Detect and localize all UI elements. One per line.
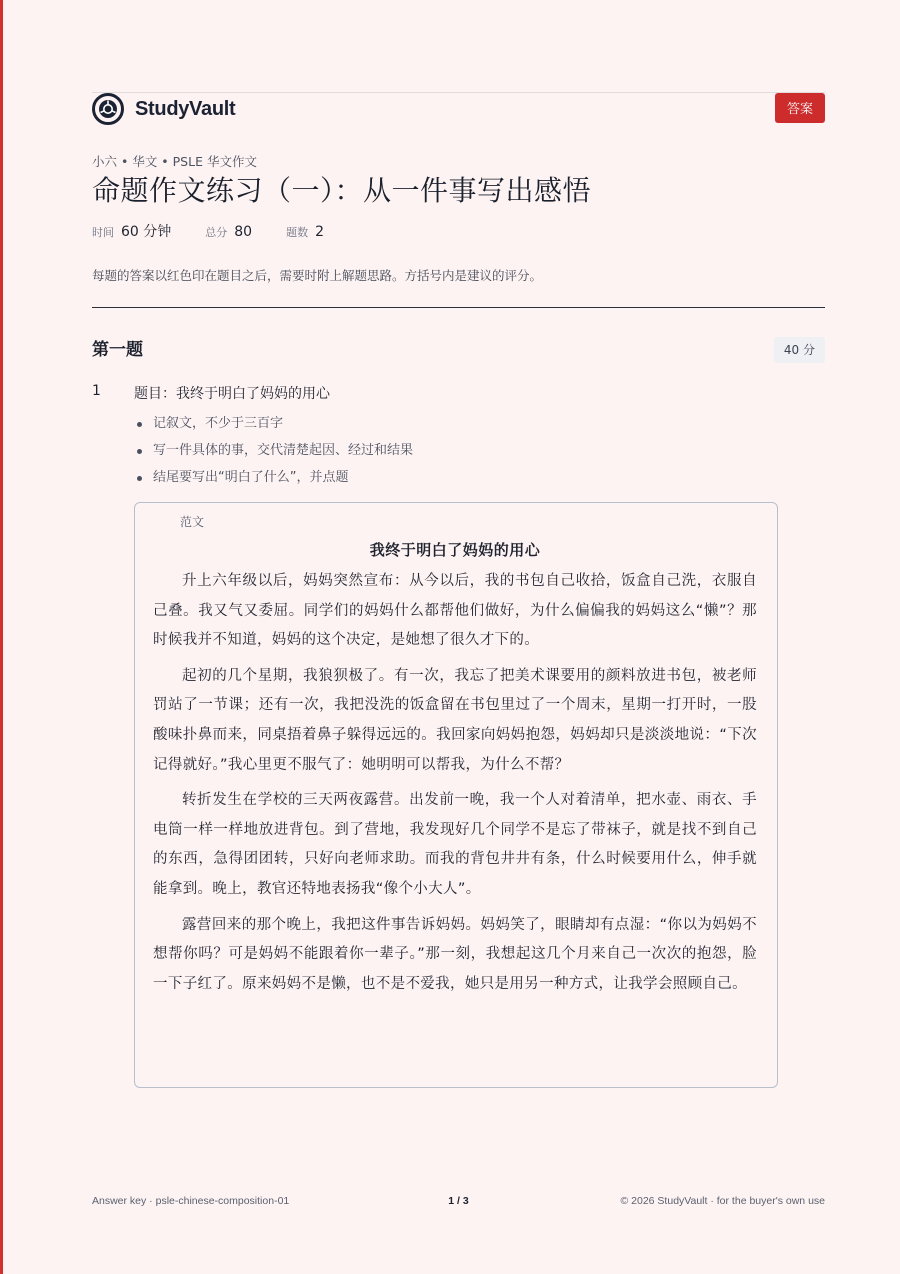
essay-title: 我终于明白了妈妈的用心 (369, 541, 541, 559)
footer-copyright: © 2026 StudyVault · for the buyer's own use (620, 1195, 825, 1207)
section-title: 第一题 (92, 340, 143, 360)
requirements-list (134, 414, 413, 495)
time-label: 时间 (92, 226, 114, 239)
answer-badge: 答案 (775, 93, 825, 123)
count-label: 题数 (286, 226, 309, 239)
footer-doc-id: Answer key · psle-chinese-composition-01 (92, 1195, 290, 1207)
exam-meta (92, 221, 358, 241)
page-number: 1 / 3 (448, 1195, 469, 1207)
question-number: 1 (92, 383, 101, 399)
brand (92, 93, 235, 125)
model-essay-box (134, 502, 778, 1088)
score-label: 总分 (205, 226, 228, 239)
list-item: 记叙文，不少于三百字 (134, 414, 413, 441)
left-accent-rule (0, 0, 3, 1274)
count-value: 2 (315, 224, 325, 240)
essay-paragraph: 转折发生在学校的三天两夜露营。出发前一晚，我一个人对着清单，把水壶、雨衣、手电筒一样一样地放进背包。到了营地，我发现好几个同学不是忘了带袜子，就是找不到自己的东西，急得团团转，只好向老师求助。而我的背包井井有条，什么时候要用什么，伸手就能拿到。晚上，教官还特地表扬我“像个小大人”。 (153, 792, 757, 897)
essay-tag: 范文 (180, 515, 205, 529)
breadcrumb: 小六 • 华文 • PSLE 华文作文 (92, 154, 257, 169)
score-value: 80 (234, 224, 253, 240)
instructions-note: 每题的答案以红色印在题目之后，需要时附上解题思路。方括号内是建议的评分。 (92, 268, 543, 283)
page-title: 命题作文练习（一）：从一件事写出感悟 (92, 174, 592, 207)
essay-paragraph: 升上六年级以后，妈妈突然宣布：从今以后，我的书包自己收拾，饭盒自己洗，衣服自己叠。我又气又委屈。同学们的妈妈什么都帮他们做好，为什么偏偏我的妈妈这么“懒”？那时候我并不知道，妈妈的这个决定，是她想了很久才下的。 (153, 573, 757, 649)
brand-name: StudyVault (135, 97, 236, 120)
points-badge: 40 分 (774, 337, 825, 363)
section-divider (92, 307, 825, 308)
list-item: 写一件具体的事，交代清楚起因、经过和结果 (134, 441, 413, 468)
list-item: 结尾要写出“明白了什么”，并点题 (134, 468, 413, 495)
studyvault-logo-icon (92, 93, 124, 125)
question-prompt: 题目：我终于明白了妈妈的用心 (134, 386, 330, 402)
essay-paragraph: 起初的几个星期，我狼狈极了。有一次，我忘了把美术课要用的颜料放进书包，被老师罚站了一节课；还有一次，我把没洗的饭盒留在书包里过了一个周末，星期一打开时，一股酸味扑鼻而来，同桌捂着鼻子躲得远远的。我回家向妈妈抱怨，妈妈却只是淡淡地说：“下次记得就好。”我心里更不服气了：她明明可以帮我，为什么不帮？ (153, 667, 757, 773)
essay-paragraph: 露营回来的那个晚上，我把这件事告诉妈妈。妈妈笑了，眼睛却有点湿：“你以为妈妈不想帮你吗？可是妈妈不能跟着你一辈子。”那一刻，我想起这几个月来自己一次次的抱怨，脸一下子红了。原来妈妈不是懒，也不是不爱我，她只是用另一种方式，让我学会照顾自己。 (153, 916, 757, 992)
time-value: 60 分钟 (121, 224, 172, 240)
